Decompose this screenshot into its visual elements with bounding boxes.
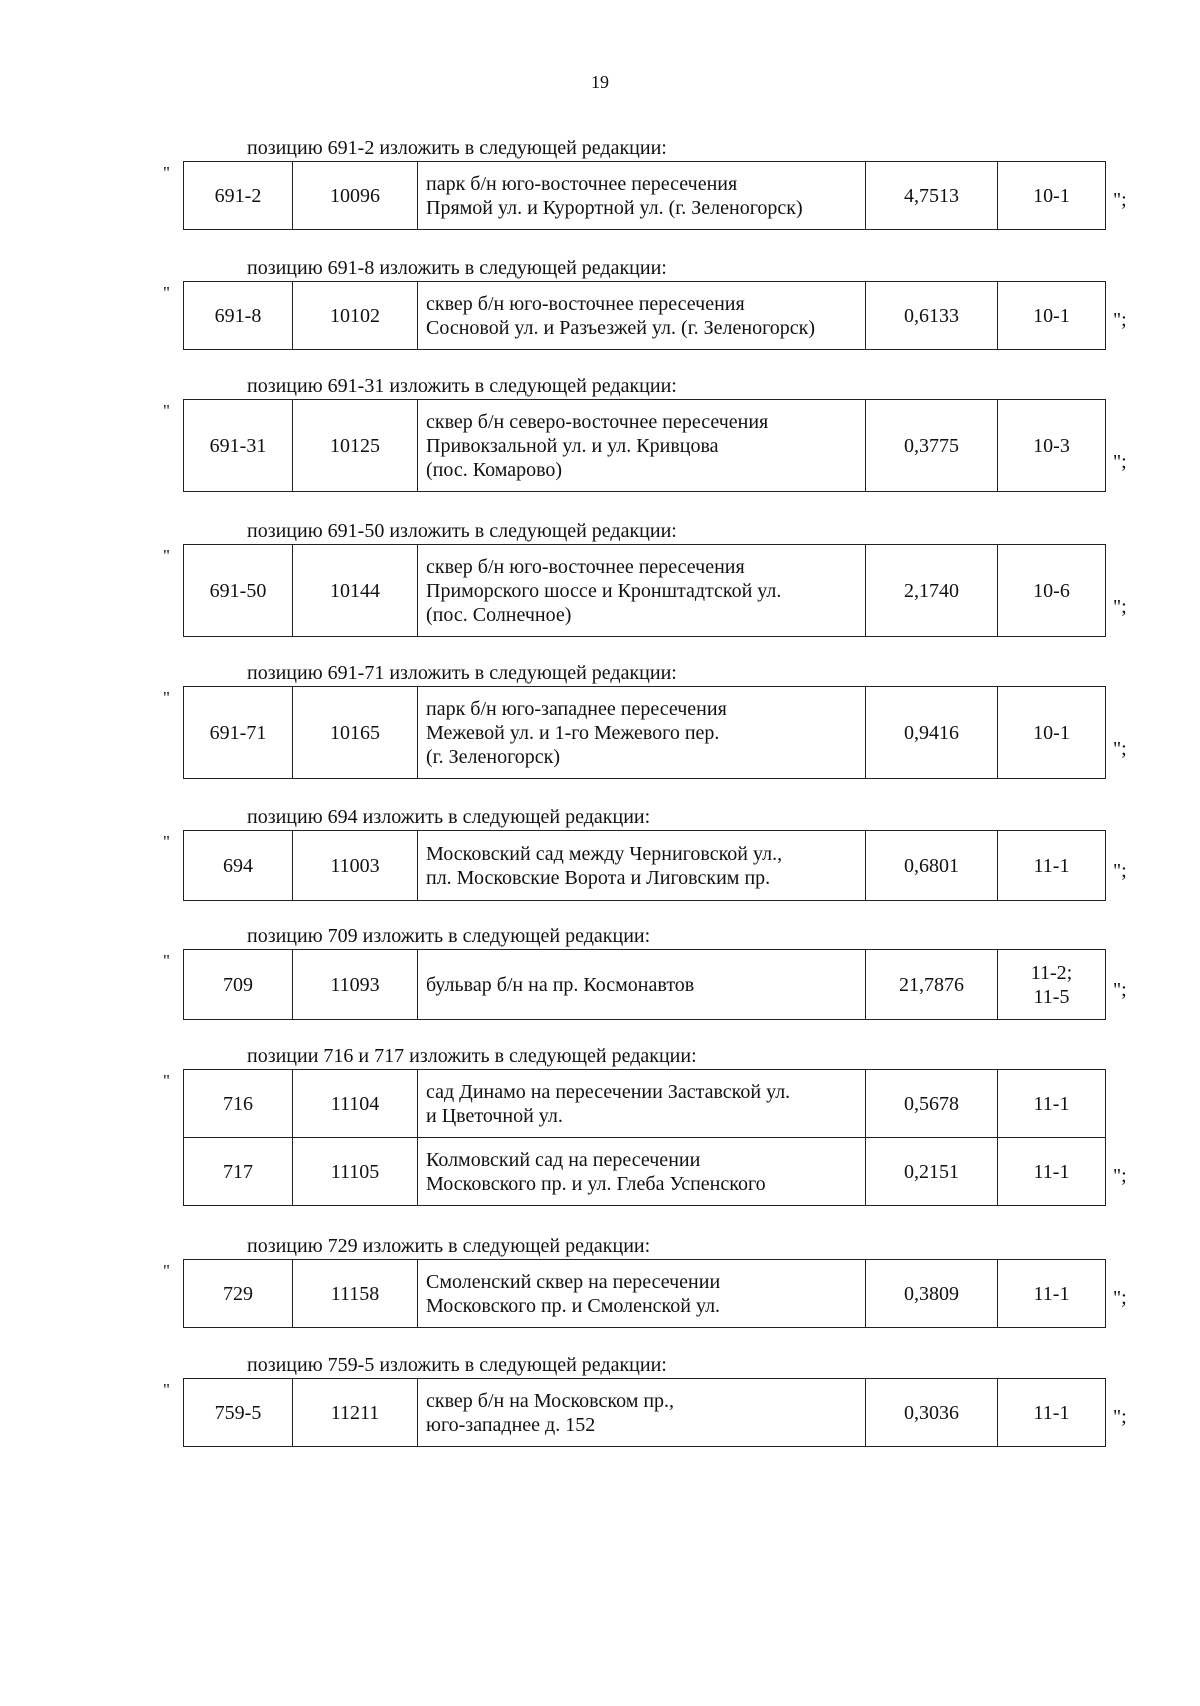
- table-row: [184, 687, 1106, 779]
- amendment-instruction: позиции 716 и 717 изложить в следующей редакции:: [247, 1045, 697, 1067]
- opening-quote: ": [163, 283, 170, 302]
- object-code-cell: 11003: [293, 831, 418, 901]
- name-line: сквер б/н на Московском пр.,: [426, 1389, 675, 1412]
- zone-line: 10-1: [1033, 304, 1070, 327]
- zone-line: 10-1: [1033, 184, 1070, 207]
- name-line: Московского пр. и ул. Глеба Успенского: [426, 1172, 766, 1195]
- table-row: [184, 950, 1106, 1020]
- amendment-instruction: позицию 691-31 изложить в следующей редакции:: [247, 375, 677, 397]
- zone-cell: [998, 1260, 1106, 1328]
- amendment-instruction: позицию 691-71 изложить в следующей редакции:: [247, 662, 677, 684]
- name-line: Привокзальной ул. и ул. Кривцова: [426, 434, 719, 457]
- table-row: [184, 831, 1106, 901]
- position-number-cell: 694: [184, 831, 293, 901]
- object-name-cell: [418, 687, 866, 779]
- positions-table: [183, 949, 1106, 1020]
- object-code-cell: 11104: [293, 1070, 418, 1138]
- object-name-cell: [418, 831, 866, 901]
- opening-quote: ": [163, 546, 170, 565]
- closing-quote: ";: [1113, 1287, 1127, 1309]
- name-line: Московский сад между Черниговской ул.,: [426, 842, 783, 865]
- table-row: [184, 1260, 1106, 1328]
- positions-table: [183, 281, 1106, 350]
- zone-line: 10-1: [1033, 721, 1070, 744]
- name-line: (г. Зеленогорск): [426, 745, 561, 768]
- zone-line: 11-1: [1033, 1282, 1070, 1305]
- closing-quote: ";: [1113, 979, 1127, 1001]
- zone-cell: [998, 1138, 1106, 1206]
- amendment-instruction: позицию 691-8 изложить в следующей редакции:: [247, 257, 667, 279]
- closing-quote: ";: [1113, 1165, 1127, 1187]
- zone-cell: [998, 400, 1106, 492]
- table-row: [184, 1070, 1106, 1138]
- zone-cell: [998, 831, 1106, 901]
- zone-cell: [998, 687, 1106, 779]
- zone-line: 11-1: [1033, 854, 1070, 877]
- zone-cell: [998, 545, 1106, 637]
- zone-line: 11-1: [1033, 1092, 1070, 1115]
- opening-quote: ": [163, 401, 170, 420]
- positions-table: [183, 686, 1106, 779]
- table-row: [184, 545, 1106, 637]
- table-row: [184, 1379, 1106, 1447]
- object-code-cell: 11211: [293, 1379, 418, 1447]
- position-number-cell: 691-31: [184, 400, 293, 492]
- closing-quote: ";: [1113, 189, 1127, 211]
- opening-quote: ": [163, 163, 170, 182]
- amendment-instruction: позицию 729 изложить в следующей редакции:: [247, 1235, 651, 1257]
- object-code-cell: 11093: [293, 950, 418, 1020]
- area-cell: 0,3809: [866, 1260, 998, 1328]
- object-code-cell: 11158: [293, 1260, 418, 1328]
- object-name-cell: [418, 400, 866, 492]
- name-line: Колмовский сад на пересечении: [426, 1148, 701, 1171]
- amendment-instruction: позицию 694 изложить в следующей редакции:: [247, 806, 651, 828]
- area-cell: 0,9416: [866, 687, 998, 779]
- area-cell: 2,1740: [866, 545, 998, 637]
- area-cell: 0,2151: [866, 1138, 998, 1206]
- name-line: юго-западнее д. 152: [426, 1413, 596, 1436]
- name-line: Межевой ул. и 1-го Межевого пер.: [426, 721, 720, 744]
- position-number-cell: 691-2: [184, 162, 293, 230]
- positions-table: [183, 1378, 1106, 1447]
- table-row: [184, 162, 1106, 230]
- positions-table: [183, 161, 1106, 230]
- position-number-cell: 691-8: [184, 282, 293, 350]
- name-line: Приморского шоссе и Кронштадтской ул.: [426, 579, 782, 602]
- opening-quote: ": [163, 832, 170, 851]
- name-line: сквер б/н северо-восточнее пересечения: [426, 410, 769, 433]
- zone-line: 10-6: [1033, 579, 1070, 602]
- name-line: пл. Московские Ворота и Лиговским пр.: [426, 866, 771, 889]
- opening-quote: ": [163, 688, 170, 707]
- zone-line: 11-1: [1033, 1160, 1070, 1183]
- zone-cell: [998, 1379, 1106, 1447]
- opening-quote: ": [163, 951, 170, 970]
- positions-table: [183, 544, 1106, 637]
- object-name-cell: [418, 1379, 866, 1447]
- zone-line: 11-1: [1033, 1401, 1070, 1424]
- position-number-cell: 691-50: [184, 545, 293, 637]
- positions-table: [183, 399, 1106, 492]
- positions-table: [183, 830, 1106, 901]
- area-cell: 0,6133: [866, 282, 998, 350]
- name-line: сквер б/н юго-восточнее пересечения: [426, 292, 745, 315]
- object-name-cell: [418, 282, 866, 350]
- position-number-cell: 717: [184, 1138, 293, 1206]
- position-number-cell: 759-5: [184, 1379, 293, 1447]
- area-cell: 0,3036: [866, 1379, 998, 1447]
- object-name-cell: [418, 950, 866, 1020]
- positions-table: [183, 1069, 1106, 1206]
- zone-cell: [998, 950, 1106, 1020]
- closing-quote: ";: [1113, 738, 1127, 760]
- area-cell: 0,6801: [866, 831, 998, 901]
- zone-cell: [998, 282, 1106, 350]
- object-code-cell: 10096: [293, 162, 418, 230]
- positions-table: [183, 1259, 1106, 1328]
- table-row: [184, 282, 1106, 350]
- object-name-cell: [418, 545, 866, 637]
- name-line: и Цветочной ул.: [426, 1104, 563, 1127]
- object-code-cell: 10144: [293, 545, 418, 637]
- closing-quote: ";: [1113, 1406, 1127, 1428]
- object-code-cell: 10165: [293, 687, 418, 779]
- table-row: [184, 1138, 1106, 1206]
- amendment-instruction: позицию 759-5 изложить в следующей редакции:: [247, 1354, 667, 1376]
- name-line: Московского пр. и Смоленской ул.: [426, 1294, 721, 1317]
- area-cell: 4,7513: [866, 162, 998, 230]
- position-number-cell: 716: [184, 1070, 293, 1138]
- area-cell: 0,5678: [866, 1070, 998, 1138]
- object-code-cell: 11105: [293, 1138, 418, 1206]
- zone-cell: [998, 1070, 1106, 1138]
- position-number-cell: 709: [184, 950, 293, 1020]
- area-cell: 21,7876: [866, 950, 998, 1020]
- name-line: сквер б/н юго-восточнее пересечения: [426, 555, 745, 578]
- name-line: Смоленский сквер на пересечении: [426, 1270, 721, 1293]
- name-line: (пос. Комарово): [426, 458, 563, 481]
- object-name-cell: [418, 1260, 866, 1328]
- zone-cell: [998, 162, 1106, 230]
- table-row: [184, 400, 1106, 492]
- amendment-instruction: позицию 709 изложить в следующей редакции:: [247, 925, 651, 947]
- object-code-cell: 10102: [293, 282, 418, 350]
- closing-quote: ";: [1113, 860, 1127, 882]
- closing-quote: ";: [1113, 451, 1127, 473]
- object-name-cell: [418, 1138, 866, 1206]
- area-cell: 0,3775: [866, 400, 998, 492]
- opening-quote: ": [163, 1071, 170, 1090]
- name-line: парк б/н юго-западнее пересечения: [426, 697, 727, 720]
- name-line: (пос. Солнечное): [426, 603, 572, 626]
- zone-line: 10-3: [1033, 434, 1070, 457]
- object-code-cell: 10125: [293, 400, 418, 492]
- object-name-cell: [418, 1070, 866, 1138]
- amendment-instruction: позицию 691-50 изложить в следующей редакции:: [247, 520, 677, 542]
- name-line: парк б/н юго-восточнее пересечения: [426, 172, 738, 195]
- closing-quote: ";: [1113, 309, 1127, 331]
- page-number: 19: [591, 72, 609, 92]
- amendment-instruction: позицию 691-2 изложить в следующей редакции:: [247, 137, 667, 159]
- position-number-cell: 729: [184, 1260, 293, 1328]
- name-line: бульвар б/н на пр. Космонавтов: [426, 973, 695, 996]
- position-number-cell: 691-71: [184, 687, 293, 779]
- zone-line: 11-2;: [1030, 961, 1073, 984]
- name-line: Сосновой ул. и Разъезжей ул. (г. Зеленогорск): [426, 316, 816, 339]
- closing-quote: ";: [1113, 596, 1127, 618]
- opening-quote: ": [163, 1380, 170, 1399]
- zone-line: 11-5: [1033, 985, 1070, 1008]
- name-line: Прямой ул. и Курортной ул. (г. Зеленогорск): [426, 196, 803, 219]
- opening-quote: ": [163, 1261, 170, 1280]
- name-line: сад Динамо на пересечении Заставской ул.: [426, 1080, 791, 1103]
- object-name-cell: [418, 162, 866, 230]
